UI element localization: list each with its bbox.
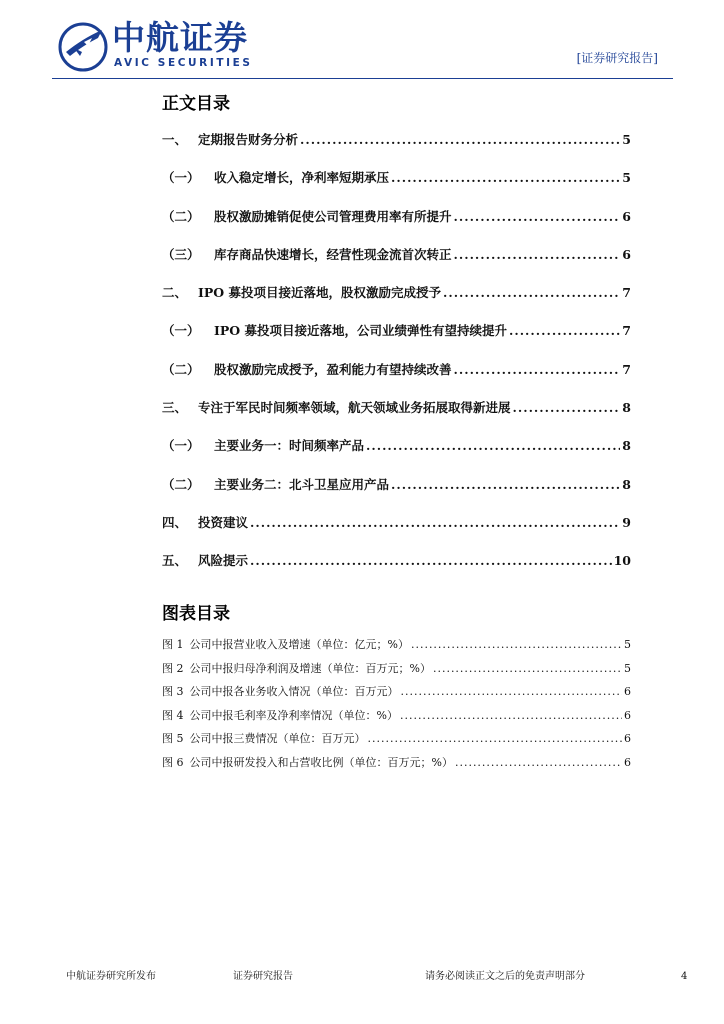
toc-entry-label: 定期报告财务分析 <box>198 132 299 147</box>
toc-entry[interactable] <box>162 132 631 148</box>
toc-entry-label: 主要业务一：时间频率产品 <box>214 438 365 454</box>
toc-entry-page: 7 <box>622 285 631 301</box>
footer-publisher: 中航证券研究所发布 <box>66 971 156 982</box>
toc-entry-page: 8 <box>622 476 631 492</box>
figure-entry-number: 图 3 <box>162 685 184 699</box>
dot-leader <box>366 438 620 454</box>
figures-title: 图表目录 <box>162 604 230 624</box>
toc-entry-number: 二、 <box>162 285 188 301</box>
toc-entry-number: （一） <box>162 438 200 454</box>
toc-entry[interactable] <box>162 553 631 569</box>
brand-name-cn: 中航证券 <box>112 18 248 57</box>
avic-logo-icon <box>58 22 108 72</box>
toc-entry-page: 6 <box>622 246 631 262</box>
toc-title: 正文目录 <box>162 94 230 114</box>
dot-leader <box>391 477 620 493</box>
toc-entry-number: （二） <box>162 476 200 492</box>
figure-entry[interactable] <box>162 732 631 746</box>
toc-entry-label: IPO 募投项目接近落地，股权激励完成授予 <box>198 285 441 301</box>
page-number: 4 <box>681 971 688 982</box>
footer-report-type: 证券研究报告 <box>233 971 293 982</box>
dot-leader <box>368 732 623 746</box>
dot-leader <box>509 323 620 339</box>
figure-entry[interactable] <box>162 685 631 699</box>
figure-entry-number: 图 4 <box>162 708 184 722</box>
report-type-tag: [证券研究报告] <box>576 51 658 65</box>
dot-leader <box>454 247 621 263</box>
figure-entry-number: 图 6 <box>162 755 184 769</box>
toc-entry-label: IPO 募投项目接近落地，公司业绩弹性有望持续提升 <box>214 323 507 339</box>
figure-entry-label: 公司中报营业收入及增速（单位：亿元；%） <box>189 638 409 651</box>
dot-leader <box>401 685 623 699</box>
figure-entry-label: 公司中报各业务收入情况（单位：百万元） <box>189 685 399 699</box>
figure-entry[interactable] <box>162 756 631 770</box>
toc-entry[interactable] <box>162 247 631 263</box>
toc-entry[interactable] <box>162 323 631 339</box>
toc-entry-label: 股权激励完成授予，盈利能力有望持续改善 <box>214 361 452 377</box>
toc-entry-page: 10 <box>613 553 631 569</box>
toc-entry-number: （二） <box>162 361 200 377</box>
toc-entry-number: （一） <box>162 323 200 339</box>
toc-entry-label: 专注于军民时间频率领域，航天领域业务拓展取得新进展 <box>198 400 511 416</box>
figure-entry-number: 图 2 <box>162 661 184 675</box>
toc-entry-label: 风险提示 <box>198 553 249 569</box>
toc-entry-number: （三） <box>162 246 200 262</box>
figure-entry-page: 6 <box>624 685 631 699</box>
figure-entry-label: 公司中报三费情况（单位：百万元） <box>189 732 366 746</box>
toc-entry-page: 5 <box>622 170 631 186</box>
figure-entry-page: 5 <box>624 638 631 651</box>
dot-leader <box>433 662 622 676</box>
toc-entry-number: （一） <box>162 170 200 186</box>
figure-entry[interactable] <box>162 709 631 723</box>
toc-entry-page: 6 <box>622 208 631 224</box>
toc-entry-number: （二） <box>162 208 200 224</box>
toc-entry-label: 库存商品快速增长，经营性现金流首次转正 <box>214 246 452 262</box>
table-of-contents <box>162 132 631 592</box>
toc-entry-page: 9 <box>622 514 631 530</box>
figure-entry-label: 公司中报毛利率及净利率情况（单位：%） <box>189 708 398 722</box>
toc-entry[interactable] <box>162 170 631 186</box>
toc-entry-label: 股权激励摊销促使公司管理费用率有所提升 <box>214 208 452 224</box>
toc-entry-label: 主要业务二：北斗卫星应用产品 <box>214 476 390 492</box>
dot-leader <box>443 285 620 301</box>
figure-entry[interactable] <box>162 662 631 676</box>
toc-entry[interactable] <box>162 362 631 378</box>
toc-entry-number: 三、 <box>162 400 188 416</box>
toc-entry[interactable] <box>162 209 631 225</box>
list-of-figures <box>162 638 631 780</box>
figure-entry-page: 6 <box>624 732 631 746</box>
dot-leader <box>250 515 620 531</box>
dot-leader <box>300 132 620 148</box>
dot-leader <box>454 209 621 225</box>
dot-leader <box>250 553 612 569</box>
brand-name-en: AVIC SECURITIES <box>114 57 253 69</box>
figure-entry-page: 6 <box>624 708 631 722</box>
figure-entry-number: 图 5 <box>162 732 184 746</box>
toc-entry-label: 收入稳定增长，净利率短期承压 <box>214 170 390 186</box>
figure-entry-page: 5 <box>624 661 631 675</box>
dot-leader <box>513 400 621 416</box>
toc-entry-page: 8 <box>622 438 631 454</box>
toc-entry-number: 一、 <box>162 132 188 147</box>
toc-entry[interactable] <box>162 400 631 416</box>
toc-entry-page: 5 <box>622 132 631 147</box>
figure-entry-number: 图 1 <box>162 638 184 651</box>
toc-entry-number: 五、 <box>162 553 188 569</box>
toc-entry-page: 8 <box>622 400 631 416</box>
toc-entry-page: 7 <box>622 361 631 377</box>
toc-entry[interactable] <box>162 438 631 454</box>
toc-entry-label: 投资建议 <box>198 514 249 530</box>
dot-leader <box>391 170 620 186</box>
toc-entry[interactable] <box>162 515 631 531</box>
figure-entry-page: 6 <box>624 755 631 769</box>
toc-entry-number: 四、 <box>162 514 188 530</box>
toc-entry-page: 7 <box>622 323 631 339</box>
figure-entry-label: 公司中报归母净利润及增速（单位：百万元；%） <box>189 661 431 675</box>
page-header <box>0 0 724 80</box>
page-footer <box>0 970 724 990</box>
figure-entry[interactable] <box>162 638 631 652</box>
figure-entry-label: 公司中报研发投入和占营收比例（单位：百万元；%） <box>189 755 453 769</box>
dot-leader <box>455 756 622 770</box>
dot-leader <box>411 638 622 652</box>
toc-entry[interactable] <box>162 477 631 493</box>
dot-leader <box>454 362 621 378</box>
toc-entry[interactable] <box>162 285 631 301</box>
header-divider <box>52 78 673 79</box>
footer-disclaimer: 请务必阅读正文之后的免责声明部分 <box>425 971 585 982</box>
dot-leader <box>400 709 622 723</box>
